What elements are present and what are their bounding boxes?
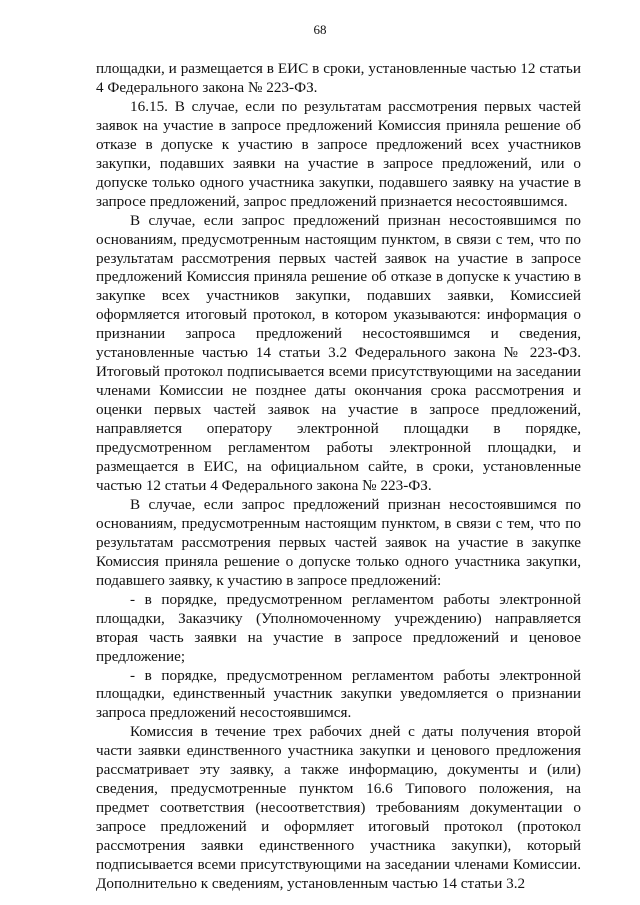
paragraph: 16.15. В случае, если по результатам рассмотрения первых частей заявок на участие в запросе предложений Комиссия приняла решение об отказе в допуске к участию в запросе предложений всех участников закупки, подавших заявки на участие в запросе предложений, или о допуске только одного участника закупки, подавшего заявку на участие в запросе предложений, запрос предложений признается несостоявшимся. <box>96 97 581 210</box>
list-item: - в порядке, предусмотренном регламентом работы электронной площадки, единственный участник закупки уведомляется о признании запроса предложений несостоявшимся. <box>96 666 581 722</box>
page-number: 68 <box>313 22 327 37</box>
list-item: - в порядке, предусмотренном регламентом работы электронной площадки, Заказчику (Уполномоченному учреждению) направляется вторая часть заявки на участие в запросе предложений и ценовое предложение; <box>96 590 581 665</box>
paragraph: В случае, если запрос предложений признан несостоявшимся по основаниям, предусмотренным настоящим пунктом, в связи с тем, что по результатам рассмотрения первых частей заявок на участие в закупке Комиссия приняла решение о допуске только одного участника закупки, подавшего заявку, к участию в запросе предложений: <box>96 495 581 589</box>
paragraph: В случае, если запрос предложений признан несостоявшимся по основаниям, предусмотренным настоящим пунктом, в связи с тем, что по результатам рассмотрения первых частей заявок на участие в запросе предложений Комиссия приняла решение об отказе в допуске к участию в закупке всех участников закупки, подавших заявки, Комиссией оформляется итоговый протокол, в котором указываются: информация о признании запроса предложений несостоявшимся и сведения, установленные частью 14 статьи 3.2 Федерального закона № 223-ФЗ. Итоговый протокол подписывается всеми присутствующими на заседании членами Комиссии не позднее даты окончания срока рассмотрения и оценки первых частей заявок на участие в запросе предложений, направляется оператору электронной площадки в порядке, предусмотренном регламентом работы электронной площадки, и размещается в ЕИС, на официальном сайте, в сроки, установленные частью 12 статьи 4 Федерального закона № 223-ФЗ. <box>96 211 581 494</box>
document-body <box>96 60 581 894</box>
paragraph: площадки, и размещается в ЕИС в сроки, установленные частью 12 статьи 4 Федерального закона № 223-ФЗ. <box>96 60 581 96</box>
paragraph: Комиссия в течение трех рабочих дней с даты получения второй части заявки единственного участника закупки и ценового предложения рассматривает эту заявку, а также информацию, документы и (или) сведения, предусмотренные пунктом 16.6 Типового положения, на предмет соответствия (несоответствия) требованиям документации о запросе предложений и оформляет итоговый протокол (протокол рассмотрения заявки единственного участника закупки), который подписывается всеми присутствующими на заседании членами Комиссии. Дополнительно к сведениям, установленным частью 14 статьи 3.2 <box>96 723 581 892</box>
